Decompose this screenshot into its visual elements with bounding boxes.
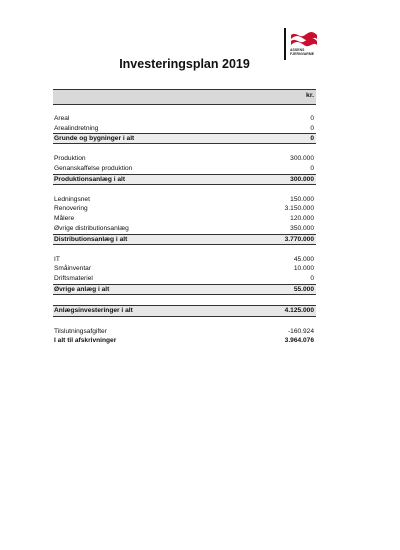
connection-fees-label: Tilslutningsafgifter — [54, 327, 107, 335]
grand-total-label: Anlægsinvesteringer i alt — [54, 306, 133, 314]
row-label: Produktion — [54, 155, 86, 163]
page-title: Investeringsplan 2019 — [119, 57, 250, 71]
row-label: Småinventar — [54, 265, 92, 273]
table-row — [53, 114, 316, 124]
row-value: 120.000 — [290, 215, 314, 223]
row-value: 3.150.000 — [284, 205, 314, 213]
subtotal-value: 300.000 — [290, 175, 314, 183]
subtotal-value: 0 — [310, 135, 314, 143]
connection-fees-row — [53, 327, 316, 337]
table-row — [53, 204, 316, 214]
subtotal-value: 55.000 — [293, 285, 314, 293]
table-row — [53, 214, 316, 224]
row-value: 45.000 — [293, 255, 314, 263]
row-value: 150.000 — [290, 195, 314, 203]
subtotal-row — [53, 174, 316, 185]
table-row — [53, 224, 316, 234]
subtotal-label: Grunde og bygninger i alt — [54, 135, 135, 143]
table-row — [53, 255, 316, 265]
row-label: Genanskaffelse produktion — [54, 165, 133, 173]
table-row — [53, 154, 316, 164]
logo-text-line1: ASSENS — [290, 48, 305, 52]
row-label: IT — [54, 255, 60, 263]
subtotal-row — [53, 133, 316, 144]
wave-logo-icon — [290, 32, 318, 48]
row-label: Arealindretning — [54, 124, 99, 132]
subtotal-value: 3.770.000 — [284, 235, 314, 243]
table-row — [53, 274, 316, 284]
depreciation-total-row — [53, 336, 316, 346]
table-row — [53, 195, 316, 205]
subtotal-row — [53, 284, 316, 295]
grand-total-value: 4.125.000 — [284, 306, 314, 314]
row-value: 0 — [310, 115, 314, 122]
row-value: 0 — [310, 274, 314, 282]
logo-text — [290, 48, 320, 56]
subtotal-label: Øvrige anlæg i alt — [54, 285, 110, 293]
connection-fees-value: -160.924 — [287, 327, 314, 335]
table-row — [53, 164, 316, 174]
row-label: Ledningsnet — [54, 195, 90, 203]
subtotal-label: Distributionsanlæg i alt — [54, 235, 128, 243]
subtotal-label: Produktionsanlæg i alt — [54, 175, 126, 183]
row-value: 350.000 — [290, 224, 314, 232]
logo-bar — [284, 28, 286, 60]
row-label: Areal — [54, 115, 70, 122]
row-label: Øvrige distributionsanlæg — [54, 224, 129, 232]
table-header — [53, 89, 316, 105]
subtotal-row — [53, 234, 316, 245]
row-label: Driftsmateriel — [54, 274, 93, 282]
table-row — [53, 124, 316, 134]
table-row — [53, 264, 316, 274]
investment-table — [53, 89, 316, 346]
unit-header: kr. — [306, 92, 314, 99]
logo-text-line2: FJERNVARME — [290, 52, 315, 57]
row-value: 0 — [310, 124, 314, 132]
depreciation-total-label: I alt til afskrivninger — [54, 337, 117, 345]
row-label: Renovering — [54, 205, 88, 213]
row-value: 10.000 — [293, 265, 314, 273]
row-value: 0 — [310, 165, 314, 173]
depreciation-total-value: 3.964.076 — [284, 337, 314, 345]
row-label: Målere — [54, 215, 75, 223]
row-value: 300.000 — [290, 155, 314, 163]
grand-total-row — [53, 305, 316, 317]
